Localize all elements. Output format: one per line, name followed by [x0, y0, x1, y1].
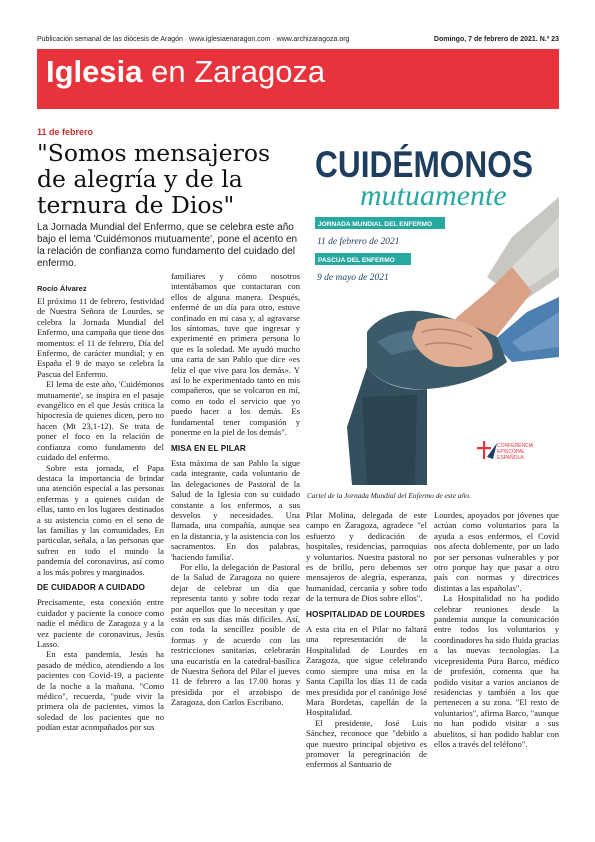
paragraph: Precisamente, esta conexión entre cuidador y paciente la conoce como nadie el médico de Zaragoza y a la vez paciente de coronavirus, Jesús Lasso. [37, 597, 164, 649]
subheading: DE CUIDADOR A CUIDADO [37, 582, 145, 592]
paragraph: Pilar Molina, delegada de este campo en Zaragoza, agradece "el esfuerzo y dedicación de hospitales, residencias, parroquias y voluntarios. Nuestra pastoral no es de brillo, pero debemos ser mensajeros de alegría, esperanza, humanidad, cercanía y sobre todo de la ternura de Dios sobre ellos". [306, 510, 427, 604]
article-column-3 [306, 510, 427, 770]
logo-line-1: CONFERENCIA [497, 443, 534, 449]
paragraph: Sobre esta jornada, el Papa destaca la importancia de brindar una atención especial a las personas enfermas y a quienes cuidan de ellas, tanto en los lugares destinados a su asistencia como en el seno de las familias y las comunidades. En particular, señala, a las personas que sufren en todo el mundo la pandemia del coronavirus, así como a los más pobres y marginados. [37, 462, 164, 577]
article-headline: "Somos mensajeros de alegría y de la ternura de Dios" [37, 139, 271, 219]
poster-band-pascua-label: PASCUA DEL ENFERMO [318, 257, 395, 264]
paragraph: familiares y cómo nosotros intentábamos que contactaran con ellos de alguna manera. Después, enfermé de un día para otro, estuve confinado en mi casa y, al agravarse los síntomas, tuve que ingresar y experimenté en primera persona lo que es la soledad. Me ayudó mucho una carta de san Pablo que dice «es feliz el que vive para los demás». Y así lo he experimentado tanto en mis compañeros, que se volcaron en mí, como en todo el servicio que yo puedo hacer a los demás. Es fundamental tener compasión y ponerme en la piel de los demás". [171, 271, 300, 438]
issue-date: Domingo, 7 de febrero de 2021. N.º 23 [433, 36, 559, 43]
paragraph: Esta máxima de san Pablo la sigue cada integrante, cada voluntario de las delegaciones de Pastoral de la Salud de la Iglesia con su cuidado constante a los enfermos, a sus desvelos y necesidades. Una llamada, una compañía, aunque sea en la distancia, y la asistencia con los sacramentos. En dos palabras, 'haciendo familia'. [171, 457, 300, 562]
paragraph: Por ello, la delegación de Pastoral de la Salud de Zaragoza no quiere dejar de celebrar un día que representa tanto y sobre todo rezar por aquellos que lo necesitan y que están en sus días más difíciles. Así, con toda la sencillez posible de formas y de acuerdo con las restricciones sanitarias, celebrarán una eucaristía en la catedral-basílica de Nuestra Señora del Pilar el jueves 11 de febrero a las 17.00 horas y presidida por el arzobispo de Zaragoza, don Carlos Escribano. [171, 561, 300, 708]
article-kicker: 11 de febrero [37, 127, 94, 137]
paragraph: Lourdes, apoyados por jóvenes que actúan como voluntarios para la ayuda a esos enfermos, el Covid nos afecta doblemente, por un lado por ser personas vulnerables y por otro porque hay que pasar a otro país con normas y directrices distintas a las españolas". [434, 510, 559, 593]
article-column-2 [171, 271, 300, 708]
paragraph: La Hospitalidad no ha podido celebrar reuniones desde la pandemia aunque la comunicación entre todos los voluntarios y coordinadores ha sido fluida gracias a las nuevas tecnologías. La vicepresidenta Pura Barco, médico de profesión, comenta que ha podido visitar a varios ancianos de residencias y también a los que pertenecen a su zona. "El resto de voluntarios", afirma Barco, "aunque no han podido visitar a sus abuelitos, sí han podido hablar con ellos a través del teléfono". [434, 593, 559, 749]
poster-band-jornada-label: JORNADA MUNDIAL DEL ENFERMO [318, 221, 433, 228]
poster-date-pascua: 9 de mayo de 2021 [317, 273, 389, 283]
masthead-title-light: en Zaragoza [142, 54, 326, 89]
paragraph: En esta pandemia, Jesús ha pasado de médico, atendiendo a los pacientes con Covid-19, a paciente de la noche a la mañana. "Como médico", recuerda, "pude vivir la primera ola de pacientes, vimos la soledad de los pacientes que no podían estar acompañados por sus [37, 649, 164, 733]
subheading: HOSPITALIDAD DE LOURDES [306, 609, 426, 619]
publication-info: Publicación semanal de las diócesis de Aragón · www.iglesiaenaragon.com · www.archizaragoza.org [37, 36, 350, 43]
logo-line-2: EPISCOPAL [497, 449, 525, 455]
paragraph: El presidente, José Luis Sánchez, reconoce que "debido a que nuestro principal objetivo es promover la peregrinación de enfermos al Santuario de [306, 717, 427, 770]
poster-caption: Cartel de la Jornada Mundial del Enfermo de este año. [307, 491, 471, 500]
article-column-4 [434, 510, 559, 749]
poster-subtitle: mutuamente [360, 179, 507, 212]
poster-date-jornada: 11 de febrero de 2021 [317, 237, 400, 247]
campaign-poster [307, 127, 559, 485]
poster-title: CUIDÉMONOS [315, 144, 533, 185]
masthead-title [46, 54, 325, 90]
top-line [37, 36, 559, 43]
paragraph: El próximo 11 de febrero, festividad de Nuestra Señora de Lourdes, se celebra la Jornada Mundial del Enfermo, una campaña que tiene dos momentos: el 11 de febrero, Día del Enfermo, de carácter mundial; y en España el 9 de mayo se celebra la Pascua del Enfermo. [37, 296, 164, 379]
subheading: MISA EN EL PILAR [171, 443, 246, 453]
paragraph: El lema de este año, 'Cuidémonos mutuamente', se inspira en el pasaje evangélico en el que Jesús critica la hipocresía de quienes dicen, pero no hacen (Mt 23,1-12). Se trata de poner el foco en la relación de confianza como fundamento del cuidado del enfermo. [37, 379, 164, 463]
paragraph: A esta cita en el Pilar no faltará una representación de la Hospitalidad de Lourdes en Zaragoza, que sigue celebrando como siempre una misa en la Santa Capilla los días 11 de cada mes presidida por el canónigo José Mara Bordetas, capellán de la Hospitalidad. [306, 624, 427, 718]
poster-art [307, 127, 559, 485]
article-lead: La Jornada Mundial del Enfermo, que se celebra este año bajo el lema 'Cuidémonos mutuamente', pone el acento en la relación de confianza como fundamento del cuidado del enfermo. [37, 222, 298, 269]
masthead-title-bold: Iglesia [46, 54, 143, 89]
article-column-1 [37, 296, 164, 733]
article-author: Rocío Álvarez [37, 284, 87, 293]
logo-line-3: ESPAÑOLA [497, 455, 524, 461]
